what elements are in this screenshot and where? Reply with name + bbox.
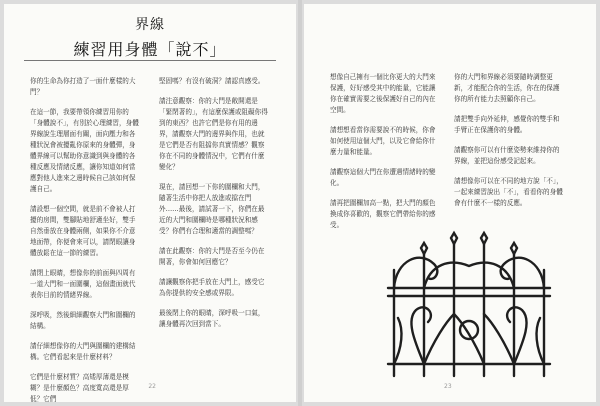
right-page [304, 4, 596, 402]
paragraph: 請想想看當你需要說不的時候，你會如何使用這個大門，以及它會給你什麼力量和能量。 [330, 126, 436, 156]
right-column-2 [454, 72, 566, 218]
paragraph: 請設想一個空間，就是前不會被人打擾的房間，雙腳貼地舒適坐好，雙手自然垂放在身體兩側，如果你不介意地面帶，你便會來可以，請閉眼讓身體放鬆在這一節的練習。 [30, 205, 136, 257]
left-column-1 [30, 76, 142, 402]
paragraph: 請把雙手向外延伸，感覺你的雙手和手臂正在保護你的身體。 [454, 115, 560, 134]
paragraph: 請觀察你可以有什麼姿勢來維持你的界線，並把這份感受記起來。 [454, 146, 560, 165]
page-number: 23 [444, 383, 452, 390]
page-number: 22 [148, 383, 156, 390]
gutter [298, 0, 302, 406]
title-rule [24, 60, 276, 61]
paragraph: 請閉上眼睛，想像你的前面與四周有一道大門和一面圍欄，這個畫面就代表你目前的情緒界線。 [30, 269, 136, 299]
paragraph: 請再把圍欄加高一點，把大門的顏色換成你喜歡的，觀察它們帶給你的感受。 [330, 199, 436, 229]
paragraph: 深呼吸，然後細細觀察大門和圍欄的結構。 [30, 311, 136, 330]
paragraph: 最後閉上你的眼睛，深呼吸一口氣，讓身體再次回到當下。 [159, 309, 265, 328]
paragraph: 請想像你可以在不同的地方說「不」，一起來練習說出「不」，看看你的身體會有什麼不一樣的反應。 [454, 177, 563, 207]
left-page [4, 4, 296, 402]
paragraph: 請注意觀察：你的大門是敞開還是「緊閉著的」，有這麼保護或阻礙你得到的東西？也許它們是你有用的邊界，請觀察大門的邊界與作用，也就是它們是否有阻擋你真實情感？觀察你在不同的身體情況中，它們有什麼變化？ [159, 97, 268, 171]
title-line-1: 界線 [135, 17, 165, 33]
left-column-2 [159, 76, 271, 339]
paragraph: 堅固嗎？有沒有破洞？請認真感受。 [159, 77, 265, 85]
paragraph: 它們是什麼材質？高矮厚薄還是模糊？是什麼顏色？高度寬高還是厚低？它們 [30, 373, 129, 402]
paragraph: 你的生命為你打造了一面什麼樣的大門？ [30, 77, 136, 96]
title-line-2: 練習用身體「說不」 [73, 40, 227, 59]
paragraph: 你的大門和界線必須要隨時調整更新，才能配合你的生活，你在的保護你的所有能力去照顧你自己。 [454, 73, 560, 103]
paragraph: 請仔細想像你的大門與圍欄的建構結構。它們看起來是什麼材料？ [30, 342, 136, 361]
paragraph: 現在，請回想一下你的圍欄和大門，隨著生活中你把人放進或擋在門外……最後，請試著一下，你們在最近的大門和圍欄時是哪種狀況和感受？你們有合理和適當的調整嗎？ [159, 183, 265, 235]
chapter-title [24, 14, 276, 60]
wrought-iron-fence-illustration [384, 230, 554, 380]
paragraph: 請觀察這個大門在你遭遇情緒時的變化。 [330, 168, 436, 187]
paragraph: 請在此觀察：你的大門是否至今仍在開著，你會如何回應它？ [159, 247, 265, 266]
paragraph: 想像自己擁有一個比你更大的大門來保護，好好感受其中的能量，它能讓你在確實需要之後保護好自己的內在空間。 [330, 73, 436, 114]
paragraph: 在這一節，我要帶領你練習用你的「身體說不」，有別於心理練習，身體界線說生理層面有關，面向壓力和各種狀況會被擾亂你原來的身體彈，身體界線可以幫助你意識到與身體的各種反應及情緒反應，讓你知道如何當應對他人進來之邊時候自己該如何保護自己。 [30, 108, 139, 193]
paragraph: 請讓觀察你把手放在大門上，感受它為你提供的安全感或界限。 [159, 278, 265, 297]
right-column-1 [330, 72, 442, 240]
